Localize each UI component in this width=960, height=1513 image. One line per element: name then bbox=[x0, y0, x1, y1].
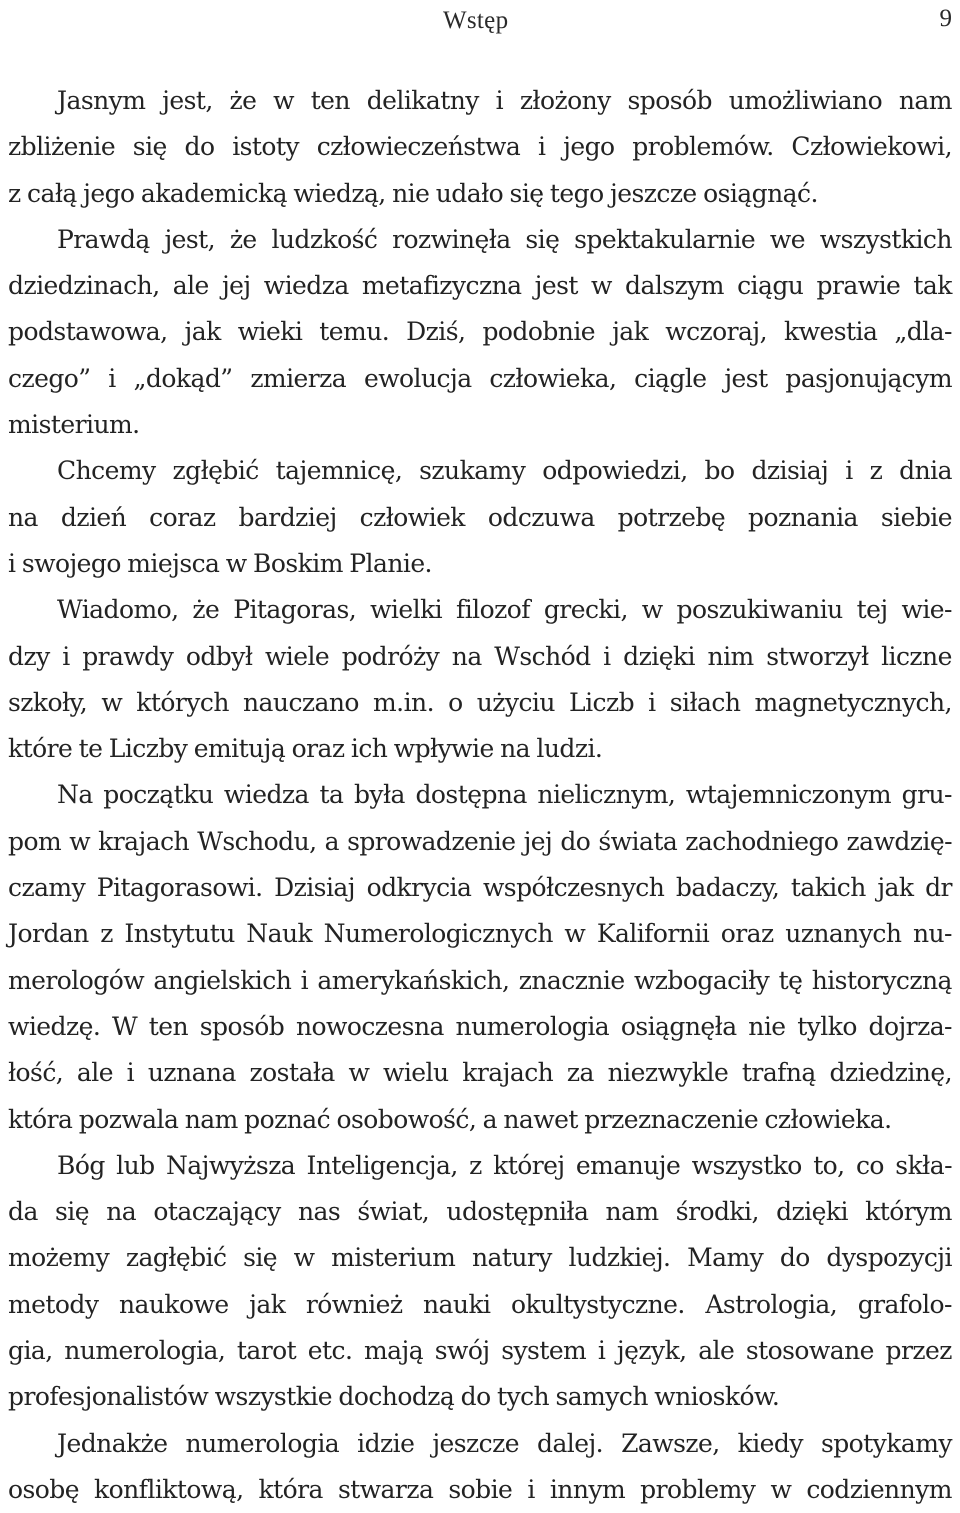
text-line: Bóg lub Najwyższa Inteligencja, z której emanuje wszystko to, co skła- bbox=[57, 1150, 952, 1180]
text-line: da się na otaczający nas świat, udostępniła nam środki, dzięki którym bbox=[8, 1197, 952, 1227]
text-line: która pozwala nam poznać osobowość, a nawet przeznaczenie człowieka. bbox=[8, 1104, 892, 1134]
text-line: Jednakże numerologia idzie jeszcze dalej. Zawsze, kiedy spotykamy bbox=[57, 1428, 952, 1458]
text-line: szkoły, w których nauczano m.in. o użyciu Liczb i siłach magnetycznych, bbox=[8, 687, 952, 717]
text-line: Prawdą jest, że ludzkość rozwinęła się spektakularnie we wszystkich bbox=[57, 224, 952, 254]
text-line: wiedzę. W ten sposób nowoczesna numerologia osiągnęła nie tylko dojrza- bbox=[8, 1011, 952, 1041]
text-line: dziedzinach, ale jej wiedza metafizyczna jest w dalszym ciągu prawie tak bbox=[8, 271, 952, 301]
text-line: misterium. bbox=[8, 410, 140, 440]
text-line: z całą jego akademicką wiedzą, nie udało się tego jeszcze osiągnąć. bbox=[8, 178, 818, 208]
page-number: 9 bbox=[939, 5, 952, 32]
paragraph bbox=[8, 772, 952, 1142]
text-line: Jasnym jest, że w ten delikatny i złożony sposób umożliwiano nam bbox=[57, 86, 952, 115]
text-line: Jordan z Instytutu Nauk Numerologicznych w Kalifornii oraz uznanych nu- bbox=[8, 919, 952, 949]
paragraph bbox=[8, 1143, 952, 1421]
text-line: merologów angielskich i amerykańskich, znacznie wzbogaciły tę historyczną bbox=[8, 965, 952, 995]
text-line: łość, ale i uznana została w wielu krajach za niezwykle trafną dziedzinę, bbox=[8, 1058, 952, 1088]
text-line: możemy zagłębić się w misterium natury ludzkiej. Mamy do dyspozycji bbox=[8, 1243, 952, 1273]
text-line: Wiadomo, że Pitagoras, wielki filozof grecki, w poszukiwaniu tej wie- bbox=[57, 595, 952, 625]
text-line: dzy i prawdy odbył wiele podróży na Wschód i dzięki nim stworzył liczne bbox=[8, 641, 952, 671]
text-line: osobę konfliktową, która stwarza sobie i innym problemy w codziennym bbox=[8, 1474, 952, 1504]
body-text bbox=[8, 78, 952, 1513]
paragraph bbox=[8, 1421, 952, 1513]
text-line: czego” i „dokąd” zmierza ewolucja człowieka, ciągle jest pasjonującym bbox=[8, 363, 952, 393]
text-line: i swojego miejsca w Boskim Planie. bbox=[8, 548, 432, 578]
text-line: Na początku wiedza ta była dostępna nielicznym, wtajemniczonym gru- bbox=[57, 780, 952, 810]
text-line: Chcemy zgłębić tajemnicę, szukamy odpowiedzi, bo dzisiaj i z dnia bbox=[57, 456, 952, 486]
text-line: na dzień coraz bardziej człowiek odczuwa potrzebę poznania siebie bbox=[8, 502, 952, 532]
paragraph bbox=[8, 78, 952, 217]
text-line: pom w krajach Wschodu, a sprowadzenie jej do świata zachodniego zawdzię- bbox=[8, 826, 952, 856]
text-line: profesjonalistów wszystkie dochodzą do tych samych wniosków. bbox=[8, 1382, 780, 1412]
paragraph bbox=[8, 587, 952, 772]
text-line: czamy Pitagorasowi. Dzisiaj odkrycia współczesnych badaczy, takich jak dr bbox=[8, 873, 952, 903]
text-line: gia, numerologia, tarot etc. mają swój system i język, ale stosowane przez bbox=[8, 1336, 952, 1366]
text-line: zbliżenie się do istoty człowieczeństwa i jego problemów. Człowiekowi, bbox=[8, 132, 952, 162]
paragraph bbox=[8, 217, 952, 448]
text-line: które te Liczby emitują oraz ich wpływie na ludzi. bbox=[8, 734, 603, 764]
paragraph bbox=[8, 448, 952, 587]
text-line: podstawowa, jak wieki temu. Dziś, podobnie jak wczoraj, kwestia „dla- bbox=[8, 317, 952, 347]
running-head: Wstęp bbox=[443, 7, 509, 34]
text-line: metody naukowe jak również nauki okultystyczne. Astrologia, grafolo- bbox=[8, 1289, 952, 1319]
